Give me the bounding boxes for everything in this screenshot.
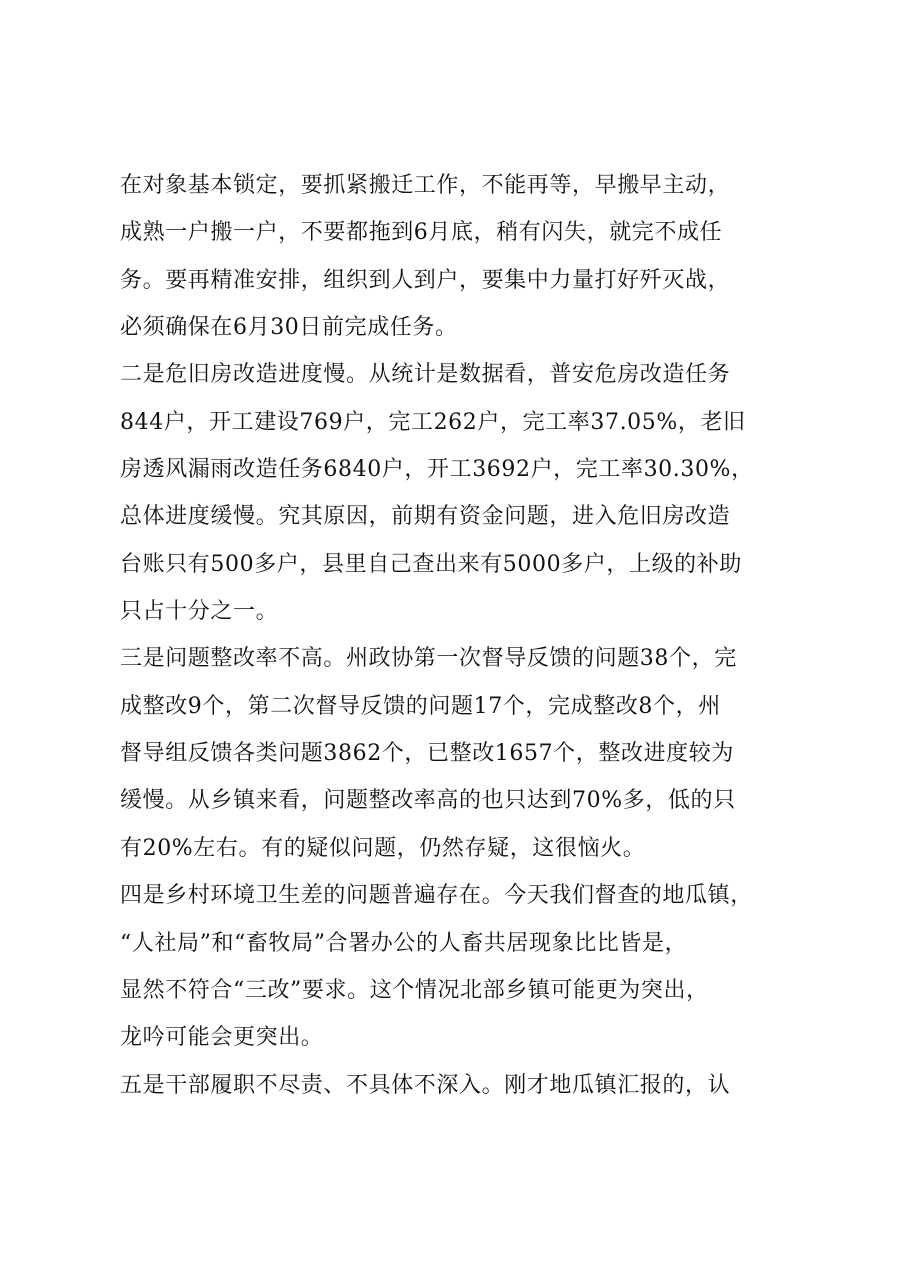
text-line: 必须确保在6月30日前完成任务。 bbox=[120, 315, 458, 341]
text-line: 有20%左右。有的疑似问题，仍然存疑，这很恼火。 bbox=[120, 835, 646, 861]
text-line: 在对象基本锁定，要抓紧搬迁工作，不能再等，早搬早主动， bbox=[120, 173, 731, 198]
text-line: 二是危旧房改造进度慢。从统计是数据看，普安危房改造任务 bbox=[120, 362, 731, 388]
body-text bbox=[120, 162, 810, 1109]
text-line: 缓慢。从乡镇来看，问题整改率高的也只达到70%多，低的只 bbox=[120, 788, 736, 814]
text-line: 成整改9个，第二次督导反馈的问题17个，完成整改8个，州 bbox=[120, 693, 721, 719]
text-line: 总体进度缓慢。究其原因，前期有资金问题，进入危旧房改造 bbox=[120, 504, 731, 530]
text-line: 三是问题整改率不高。州政协第一次督导反馈的问题38个，完 bbox=[120, 646, 737, 672]
text-line: 务。要再精准安排，组织到人到户，要集中力量打好歼灭战， bbox=[120, 267, 731, 293]
text-line: 房透风漏雨改造任务6840户，开工3692户，完工率30.30%， bbox=[120, 457, 754, 483]
text-line: 督导组反馈各类问题3862个，已整改1657个，整改进度较为 bbox=[120, 741, 734, 767]
text-line: “人社局”和“畜牧局”合署办公的人畜共居现象比比皆是， bbox=[120, 930, 688, 956]
text-line: 台账只有500多户，县里自己查出来有5000多户，上级的补助 bbox=[120, 551, 742, 577]
text-line: 成熟一户搬一户，不要都拖到6月底，稍有闪失，就完不成任 bbox=[120, 220, 723, 246]
text-line: 只占十分之一。 bbox=[120, 599, 279, 625]
text-line: 显然不符合“三改”要求。这个情况北部乡镇可能更为突出， bbox=[120, 977, 709, 1003]
text-line: 844户，开工建设769户，完工262户，完工率37.05%，老旧 bbox=[120, 409, 746, 435]
text-line: 五是干部履职不尽责、不具体不深入。刚才地瓜镇汇报的，认 bbox=[120, 1072, 731, 1098]
text-line: 四是乡村环境卫生差的问题普遍存在。今天我们督查的地瓜镇， bbox=[120, 883, 753, 909]
text-line: 龙吟可能会更突出。 bbox=[120, 1025, 324, 1051]
